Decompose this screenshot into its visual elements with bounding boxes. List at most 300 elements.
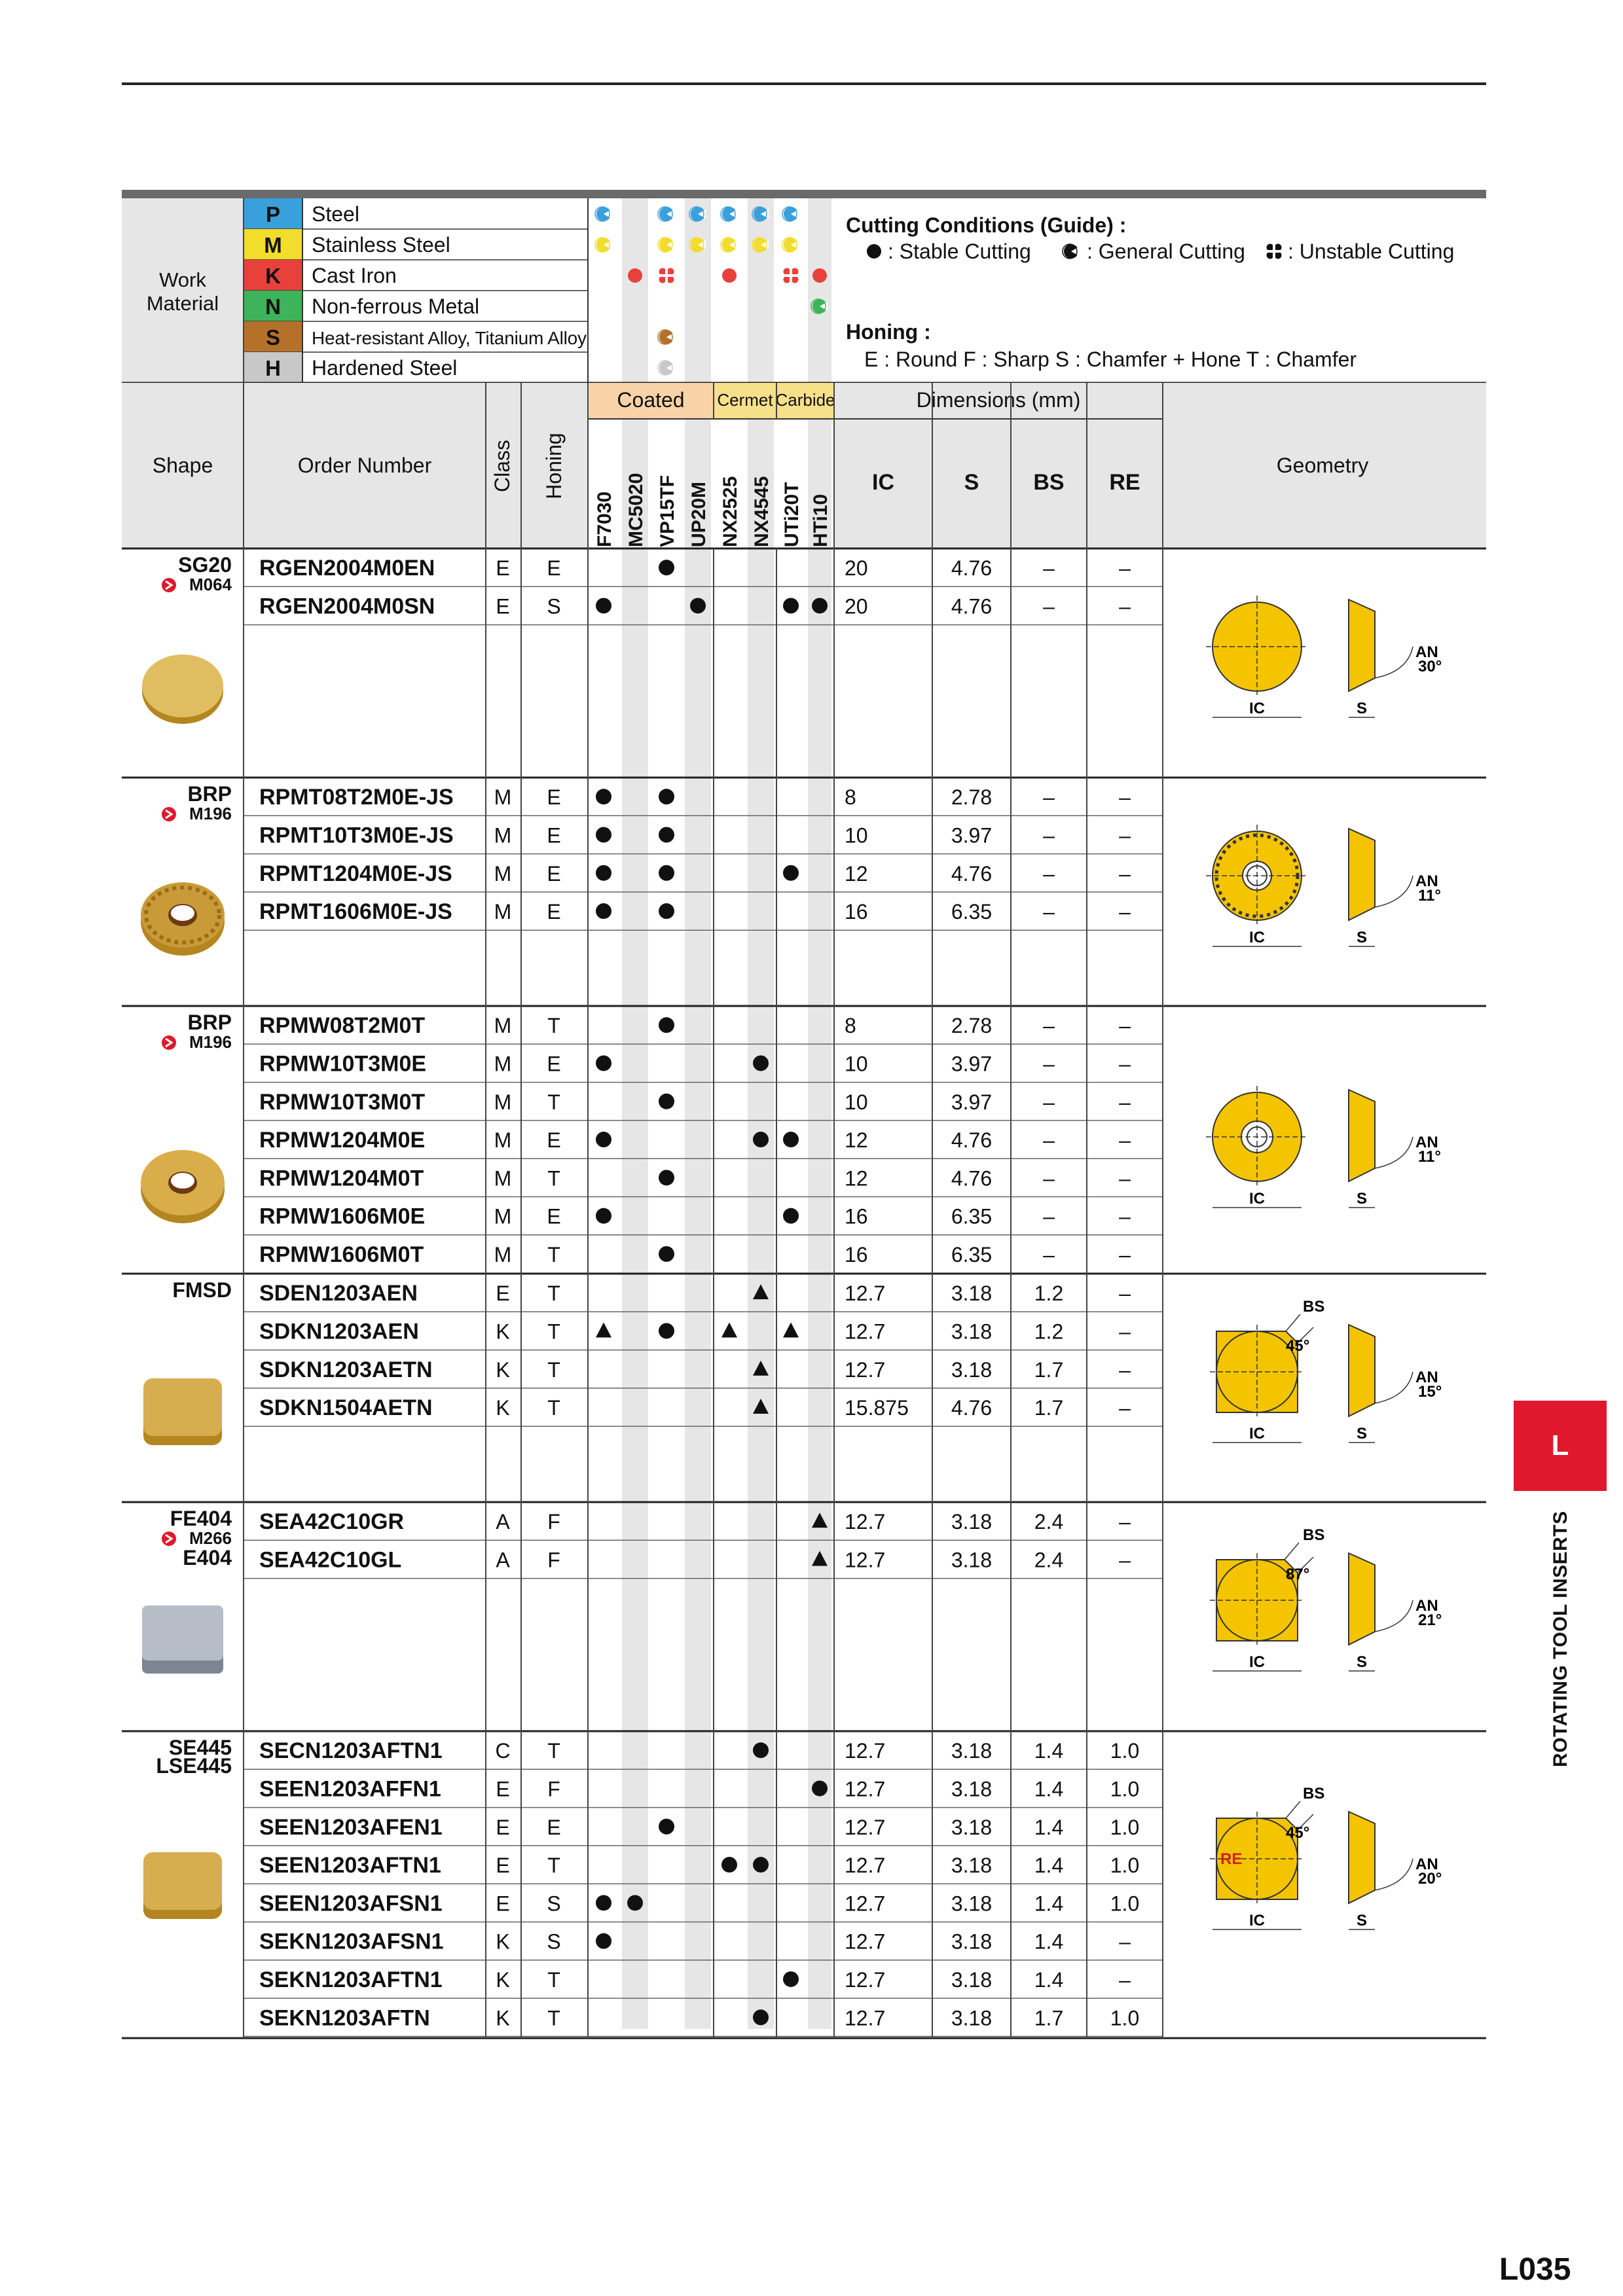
stable-cutting-mark [596,1895,611,1910]
ic-value: 12.7 [845,1282,886,1306]
grade-header: F7030 [594,491,615,547]
order-number: RPMT1606M0E-JS [259,899,452,925]
stable-cutting-mark [783,598,799,613]
re-value: 1.0 [1110,1892,1140,1916]
general-cutting-icon [782,207,799,221]
stable-cutting-mark [659,865,674,881]
bs-label: BS [1303,1298,1325,1316]
bs-value: – [1043,1204,1055,1229]
re-value: – [1119,1090,1131,1114]
ic-value: 12 [845,1166,868,1191]
s-label: S [1356,929,1368,946]
s-value: 3.97 [951,1090,993,1114]
ic-value: 10 [845,1052,868,1076]
re-value: – [1119,1510,1131,1534]
bs-value: 2.4 [1034,1510,1064,1534]
re-value: 1.0 [1110,1815,1140,1839]
ic-value: 16 [845,1204,868,1229]
class-value: A [496,1548,510,1572]
general-legend-icon [1063,244,1079,259]
honing-value: T [547,1854,560,1878]
an-angle-label: 21° [1418,1611,1442,1629]
s-value: 3.18 [951,1892,993,1916]
re-value: – [1119,861,1131,886]
class-value: M [494,823,512,848]
material-name: Non-ferrous Metal [312,295,480,318]
honing-value: T [547,1357,560,1382]
grade-header: NX2525 [720,476,741,547]
honing-value: E [547,861,561,886]
stable-cutting-mark [783,1971,799,1987]
order-number: RPMW1204M0T [259,1166,424,1191]
material-code-label: P [265,202,281,226]
ic-label: IC [1249,1653,1265,1671]
unstable-icon [659,268,674,283]
page-ref: M064 [189,575,232,594]
class-value: M [494,1128,512,1153]
order-number: RPMW1606M0E [259,1204,426,1229]
class-value: M [494,1242,512,1266]
s-value: 2.78 [951,785,993,810]
order-number: SEKN1203AFTN1 [259,1967,443,1992]
page-ref: M196 [189,1032,232,1052]
re-value: – [1119,1396,1131,1420]
dimension-header: IC [872,470,894,495]
s-value: 4.76 [951,556,993,581]
stable-cutting-mark [659,789,674,804]
stable-cutting-icon [628,268,642,283]
honing-value: F [547,1548,560,1572]
ic-value: 12.7 [845,1892,886,1916]
class-value: E [496,1777,510,1801]
stable-cutting-mark [659,1094,674,1109]
re-value: 1.0 [1110,1854,1140,1878]
unstable-icon [1266,243,1282,259]
bs-value: 1.2 [1034,1282,1064,1306]
angle-label: 45° [1286,1824,1310,1842]
stable-cutting-mark [596,1208,611,1224]
an-angle-label: 11° [1418,887,1441,905]
order-number-header: Order Number [297,454,432,477]
ic-value: 12.7 [845,1319,886,1344]
bs-value: 1.4 [1034,1815,1064,1839]
honing-text: E : Round F : Sharp S : Chamfer + Hone T : Chamfer [864,348,1357,371]
geometry-diagram [1210,1298,1442,1443]
dimension-header: RE [1109,470,1140,495]
order-number: SDKN1504AETN [259,1395,433,1421]
order-number: SDKN1203AETN [259,1357,433,1382]
grade-header: NX4545 [751,476,773,547]
s-value: 4.76 [951,594,993,619]
bs-value: – [1043,861,1055,886]
bs-value: – [1043,785,1055,810]
dimension-header: BS [1033,470,1065,495]
honing-value: F [547,1777,560,1801]
s-value: 3.18 [951,2006,993,2030]
shape-name: FMSD [172,1278,232,1302]
honing-value: E [547,556,561,581]
general-cutting-mark [721,1322,737,1337]
honing-value: E [547,1052,561,1076]
stable-cutting-mark [753,1742,769,1758]
class-value: C [495,1739,511,1763]
honing-value: E [547,1815,561,1839]
bs-value: 1.4 [1034,1739,1064,1763]
ic-value: 12.7 [845,1967,886,1992]
stable-cutting-mark [596,865,611,881]
bs-value: – [1043,1166,1055,1191]
s-label: S [1356,1190,1368,1208]
honing-title: Honing : [846,320,931,344]
re-value: – [1119,1319,1131,1344]
honing-value: E [547,1204,561,1229]
honing-value: S [547,594,561,619]
bs-value: – [1043,1014,1055,1038]
bs-value: – [1043,1052,1055,1076]
grade-column-stripe [808,198,831,2029]
bs-value: 1.4 [1034,1967,1064,1992]
re-value: – [1119,1204,1131,1229]
an-label: AN [1415,1597,1438,1615]
class-value: K [496,1357,510,1382]
ic-value: 12.7 [845,1777,886,1801]
stable-legend-text: : Stable Cutting [888,240,1031,263]
order-number: SEEN1203AFTN1 [259,1853,441,1878]
grade-header: HTi10 [810,493,831,547]
grade-header: VP15TF [657,475,678,547]
class-value: M [494,861,512,886]
s-value: 6.35 [951,1204,993,1229]
page-ref-icon [162,1035,176,1050]
re-value: – [1119,556,1131,581]
coated-label: Coated [617,388,685,412]
an-label: AN [1415,643,1438,661]
page-ref: M266 [189,1528,232,1548]
s-value: 3.18 [951,1357,993,1382]
order-number: RGEN2004M0EN [259,556,435,581]
shape-name: SG20 [178,553,232,577]
bs-value: 1.7 [1034,2006,1064,2030]
class-value: M [494,1052,512,1076]
s-value: 2.78 [951,1014,993,1038]
honing-value: T [547,1739,560,1763]
bs-value: 1.7 [1034,1396,1064,1420]
s-value: 3.18 [951,1319,993,1344]
honing-value: T [547,1967,560,1992]
section-tab-l[interactable]: L [1514,1401,1607,1491]
stable-cutting-mark [659,560,674,575]
page-ref-icon [162,578,176,592]
ic-value: 12.7 [845,2006,886,2030]
stable-cutting-mark [596,598,611,613]
order-number: SECN1203AFTN1 [259,1738,443,1764]
honing-value: E [547,1128,561,1153]
stable-cutting-mark [596,827,611,842]
insert-photo [141,882,225,956]
bs-value: 1.2 [1034,1319,1064,1344]
order-number: RPMT10T3M0E-JS [259,823,454,848]
s-value: 3.18 [951,1854,993,1878]
class-value: E [496,1282,510,1306]
s-label: S [1356,1425,1368,1443]
material-name: Cast Iron [312,264,397,287]
honing-value: S [547,1929,561,1954]
ic-value: 12.7 [845,1854,886,1878]
order-number: SEA42C10GL [259,1547,402,1573]
stable-cutting-mark [659,1246,674,1262]
bs-value: – [1043,900,1055,924]
stable-legend-icon [867,244,881,259]
s-value: 3.18 [951,1929,993,1954]
carbide-label: Carbide [775,390,835,410]
s-value: 3.18 [951,1739,993,1763]
re-value: – [1119,1052,1131,1076]
bs-value: – [1043,594,1055,619]
class-value: M [494,1166,512,1191]
ic-value: 8 [845,785,856,810]
an-angle-label: 20° [1418,1870,1442,1888]
stable-cutting-mark [753,1055,769,1071]
order-number: RPMW1606M0T [259,1242,424,1267]
honing-value: T [547,1090,560,1114]
re-value: – [1119,1242,1131,1266]
stable-cutting-mark [596,1055,611,1071]
stable-cutting-mark [812,1780,828,1796]
ic-value: 12 [845,1128,868,1153]
an-angle-label: 11° [1418,1148,1441,1166]
ic-value: 20 [845,594,868,619]
ic-value: 20 [845,556,868,581]
shape-header: Shape [152,454,213,477]
order-number: SDEN1203AEN [259,1281,418,1306]
ic-value: 12.7 [845,1815,886,1839]
material-code-label: N [265,295,281,319]
angle-label: 45° [1286,1337,1310,1355]
s-value: 3.18 [951,1777,993,1801]
an-angle-label: 30° [1418,658,1442,675]
order-number: SEKN1203AFTN [259,2005,430,2031]
grade-column-stripe [685,198,711,2029]
ic-label: IC [1249,700,1265,717]
class-value: K [496,1396,510,1420]
order-number: SDKN1203AEN [259,1319,419,1344]
ic-label: IC [1249,1425,1265,1443]
re-value: – [1119,1282,1131,1306]
honing-value: E [547,900,561,924]
dimension-header: S [964,470,979,495]
order-number: RPMW10T3M0T [259,1089,426,1115]
order-number: RPMT1204M0E-JS [259,861,452,886]
s-value: 6.35 [951,900,993,924]
honing-value: S [547,1892,561,1916]
unstable-legend-text: : Unstable Cutting [1288,240,1455,263]
stable-cutting-icon [722,268,737,283]
stable-cutting-mark [783,1132,799,1147]
s-value: 4.76 [951,1166,993,1191]
bs-value: 2.4 [1034,1548,1064,1572]
material-code-label: K [265,264,281,288]
re-value: – [1119,1128,1131,1153]
stable-cutting-mark [753,1857,769,1873]
s-value: 6.35 [951,1242,993,1266]
ic-label: IC [1249,929,1265,946]
re-value: – [1119,785,1131,810]
ic-value: 15.875 [845,1396,909,1420]
class-value: M [494,900,512,924]
honing-value: T [547,1396,560,1420]
s-value: 3.97 [951,823,993,848]
bs-label: BS [1303,1785,1325,1803]
stable-cutting-mark [783,1208,799,1224]
re-value: 1.0 [1110,1739,1140,1763]
ic-value: 12.7 [845,1739,886,1763]
ic-label: IC [1249,1190,1265,1208]
insert-photo [141,1150,225,1223]
order-number: SEEN1203AFSN1 [259,1891,443,1916]
stable-cutting-mark [659,903,674,919]
grade-header: MC5020 [625,473,647,547]
geometry-diagram [1206,1086,1441,1208]
general-cutting-icon [595,238,611,252]
bs-value: – [1043,1128,1055,1153]
general-cutting-icon [658,361,674,375]
honing-header: Honing [542,433,566,499]
general-cutting-icon [658,238,674,252]
stable-cutting-mark [596,1933,611,1949]
insert-photo [143,1378,222,1445]
honing-value: T [547,1242,560,1266]
ic-value: 16 [845,900,868,924]
general-cutting-mark [596,1322,611,1337]
re-value: – [1119,1929,1131,1954]
re-value: 1.0 [1110,2006,1140,2030]
cutting-conditions-title: Cutting Conditions (Guide) : [846,213,1127,237]
dimensions-label: Dimensions (mm) [916,388,1081,412]
re-value: – [1119,594,1131,619]
geometry-diagram [1210,1785,1442,1929]
work-material-label: Material [146,292,219,315]
honing-value: T [547,2006,560,2030]
s-label: S [1356,1653,1368,1671]
class-header: Class [490,439,514,493]
honing-value: T [547,1166,560,1191]
stable-cutting-mark [753,1132,769,1147]
stable-cutting-mark [690,598,706,613]
material-code-label: S [265,325,281,350]
honing-value: T [547,1319,560,1344]
stable-cutting-mark [659,827,674,842]
unstable-icon [783,268,799,283]
section-side-title: ROTATING TOOL INSERTS [1550,1511,1571,1767]
s-value: 3.18 [951,1548,993,1572]
class-value: K [496,2006,510,2030]
bs-value: – [1043,1090,1055,1114]
shape-name: BRP [187,1011,232,1034]
class-value: M [494,1014,512,1038]
grade-column-stripe [622,198,648,2029]
class-value: E [496,1854,510,1878]
material-name: Heat-resistant Alloy, Titanium Alloy [312,328,587,348]
s-value: 3.18 [951,1510,993,1534]
order-number: RPMW10T3M0E [259,1051,427,1077]
s-value: 4.76 [951,1396,993,1420]
order-number: SEEN1203AFEN1 [259,1814,443,1840]
grade-header: UTi20T [781,482,803,547]
class-value: E [496,594,510,619]
stable-cutting-mark [659,1170,674,1185]
order-number: RGEN2004M0SN [259,594,435,619]
material-name: Steel [312,202,359,226]
an-label: AN [1415,1134,1438,1151]
class-value: K [496,1929,510,1954]
geometry-diagram [1206,825,1441,946]
material-name: Stainless Steel [312,233,450,257]
ic-value: 8 [845,1014,856,1038]
ic-value: 16 [845,1242,868,1266]
order-number: RPMW08T2M0T [259,1013,426,1039]
insert-photo [142,1605,223,1674]
stable-cutting-mark [596,1132,611,1147]
shape-name: BRP [187,782,232,806]
geometry-header: Geometry [1276,454,1369,477]
bs-value: 1.7 [1034,1357,1064,1382]
honing-value: T [547,1282,560,1306]
s-value: 3.18 [951,1282,993,1306]
shape-name-2: E404 [183,1546,232,1570]
class-value: M [494,1090,512,1114]
re-value: – [1119,1548,1131,1572]
bs-value: – [1043,556,1055,581]
geometry-diagram [1206,596,1442,717]
re-value: – [1119,1357,1131,1382]
s-label: S [1356,700,1368,717]
ic-value: 10 [845,1090,868,1114]
re-value: – [1119,1967,1131,1992]
honing-value: F [547,1510,560,1534]
order-number: SEKN1203AFSN1 [259,1929,444,1954]
general-cutting-mark [783,1322,799,1337]
an-label: AN [1415,1856,1438,1873]
class-value: K [496,1967,510,1992]
s-value: 3.97 [951,1052,993,1076]
page-ref-icon [162,1532,176,1546]
shape-name-2: LSE445 [156,1754,232,1778]
bs-label: BS [1303,1526,1325,1544]
re-label: RE [1220,1850,1243,1868]
s-value: 4.76 [951,861,993,886]
s-label: S [1356,1912,1368,1929]
ic-value: 12 [845,861,868,886]
re-value: – [1119,1014,1131,1038]
general-cutting-icon [782,238,799,252]
shape-name: FE404 [170,1507,232,1530]
class-value: A [496,1510,510,1534]
class-value: E [496,1892,510,1916]
stable-cutting-icon [812,268,827,283]
cermet-label: Cermet [717,390,773,410]
class-value: E [496,556,510,581]
bs-value: 1.4 [1034,1892,1064,1916]
general-cutting-icon [721,238,737,252]
an-label: AN [1415,1369,1438,1386]
ic-value: 12.7 [845,1929,886,1954]
general-cutting-icon [721,207,737,221]
order-number: SEA42C10GR [259,1509,405,1535]
class-value: K [496,1319,510,1344]
shape-name: SE445 [168,1736,232,1759]
re-value: – [1119,1166,1131,1191]
ic-label: IC [1249,1912,1265,1929]
